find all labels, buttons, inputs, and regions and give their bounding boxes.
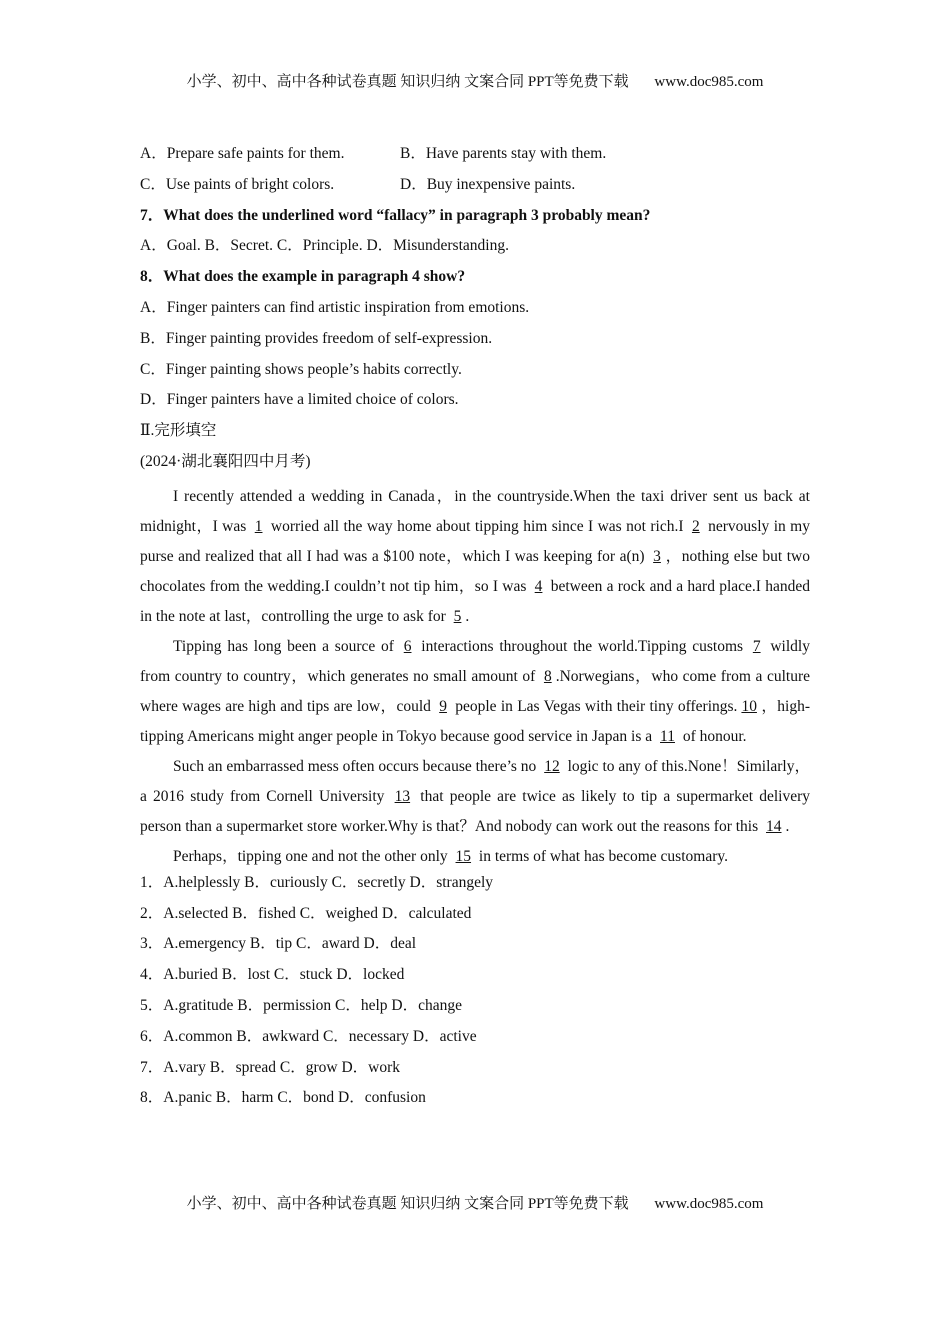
passage-paragraph-2 xyxy=(140,632,810,752)
header-text: 小学、初中、高中各种试卷真题 知识归纳 文案合同 PPT等免费下载 xyxy=(186,74,629,90)
page-header xyxy=(0,70,950,91)
blank-11: 11 xyxy=(660,727,675,745)
q8-option-a: A．Finger painters can find artistic inspiration from emotions. xyxy=(140,298,530,316)
q8-option-b: B．Finger painting provides freedom of self-expression. xyxy=(140,329,493,347)
passage-text: Such an embarrassed mess often occurs because there’s no xyxy=(173,757,541,775)
document-body xyxy=(140,143,810,1118)
blank-8: 8 xyxy=(543,667,552,685)
passage-text: that people are twice as likely to tip a supermarket delivery person than a supermarket store worker.Why is that？And nobody can work out the reasons for this xyxy=(140,787,810,835)
blank-13: 13 xyxy=(394,787,411,805)
passage-text: between a rock and a hard place.I handed in the note at last，controlling the urge to ask for xyxy=(140,577,810,625)
choice-item-8: 8．A.panic B．harm C．bond D．confusion xyxy=(140,1089,426,1107)
choice-item-1: 1．A.helplessly B．curiously C．secretly D．strangely xyxy=(140,873,494,891)
passage-text: logic to any of this.None！Similarly，a 2016 study from Cornell University xyxy=(140,757,810,805)
blank-2: 2 xyxy=(691,517,700,535)
passage-text: interactions throughout the world.Tipping customs xyxy=(415,637,749,655)
blank-1: 1 xyxy=(254,517,263,535)
choice-item-2: 2．A.selected B．fished C．weighed D．calculated xyxy=(140,904,472,922)
passage-text: in terms of what has become customary. xyxy=(475,847,728,865)
blank-14: 14 xyxy=(766,817,782,835)
q6-options-row-2 xyxy=(140,174,810,205)
blank-10: 10 xyxy=(741,697,757,715)
choice-item-4: 4．A.buried B．lost C．stuck D．locked xyxy=(140,966,405,984)
choice-item-5: 5．A.gratitude B．permission C．help D．change xyxy=(140,996,463,1014)
blank-15: 15 xyxy=(455,847,472,865)
blank-6: 6 xyxy=(403,637,412,655)
q7-stem: 7．What does the underlined word “fallacy” in paragraph 3 probably mean? xyxy=(140,206,651,224)
passage-paragraph-3 xyxy=(140,752,810,842)
passage-text: I recently attended a wedding in Canada，in the countryside.When the taxi driver sent us back at midnight，I was xyxy=(140,487,810,535)
blank-4: 4 xyxy=(534,577,543,595)
q8-option-c: C．Finger painting shows people’s habits correctly. xyxy=(140,360,462,378)
passage-text: worried all the way home about tipping him since I was not rich.I xyxy=(266,517,688,535)
section-source: (2024·湖北襄阳四中月考) xyxy=(140,452,311,470)
choice-list xyxy=(140,872,810,1118)
q6-option-a: A．Prepare safe paints for them. xyxy=(140,145,345,162)
choice-item-7: 7．A.vary B．spread C．grow D．work xyxy=(140,1058,401,1076)
passage-text: wildly from country to country，which generates no small amount of xyxy=(140,637,810,685)
passage-text: nervously in my purse and realized that all I had was a $100 note，which I was keeping for a(n) xyxy=(140,517,810,565)
passage-text: .Norwegians，who come from a culture where wages are high and tips are low，could xyxy=(140,667,811,715)
passage-paragraph-4 xyxy=(140,842,810,872)
choice-item-3: 3．A.emergency B．tip C．award D．deal xyxy=(140,935,417,953)
blank-3: 3 xyxy=(653,547,661,565)
passage-text: of honour. xyxy=(678,727,747,745)
passage-text: people in Las Vegas with their tiny offerings. xyxy=(450,697,738,715)
footer-text: 小学、初中、高中各种试卷真题 知识归纳 文案合同 PPT等免费下载 xyxy=(186,1196,629,1212)
q6-options-row-1 xyxy=(140,143,810,174)
q7-options: A．Goal. B．Secret. C．Principle. D．Misunderstanding. xyxy=(140,237,509,255)
footer-site[interactable]: www.doc985.com xyxy=(654,1196,764,1212)
page-footer xyxy=(0,1192,950,1213)
blank-9: 9 xyxy=(439,697,447,715)
q6-option-b: B．Have parents stay with them. xyxy=(400,145,607,162)
passage-text: Tipping has long been a source of xyxy=(173,637,400,655)
blank-7: 7 xyxy=(752,637,761,655)
q6-option-c: C．Use paints of bright colors. xyxy=(140,175,335,193)
passage-text: . xyxy=(465,607,470,625)
passage-text: ，high-tipping Americans might anger people in Tokyo because good service in Japan is a xyxy=(140,697,810,745)
passage-text: . xyxy=(785,817,790,835)
q8-stem: 8．What does the example in paragraph 4 show? xyxy=(140,268,466,286)
header-site[interactable]: www.doc985.com xyxy=(654,74,764,90)
blank-12: 12 xyxy=(544,757,560,775)
choice-item-6: 6．A.common B．awkward C．necessary D．active xyxy=(140,1027,477,1045)
section-title: Ⅱ.完形填空 xyxy=(140,422,217,440)
blank-5: 5 xyxy=(453,607,462,625)
q8-option-d: D．Finger painters have a limited choice of colors. xyxy=(140,391,459,409)
passage-text: Perhaps，tipping one and not the other only xyxy=(173,847,452,865)
passage-text: ，nothing else but two chocolates from the wedding.I couldn’t not tip him，so I was xyxy=(140,547,810,595)
q6-option-d: D．Buy inexpensive paints. xyxy=(400,175,576,193)
passage-paragraph-1 xyxy=(140,482,810,632)
